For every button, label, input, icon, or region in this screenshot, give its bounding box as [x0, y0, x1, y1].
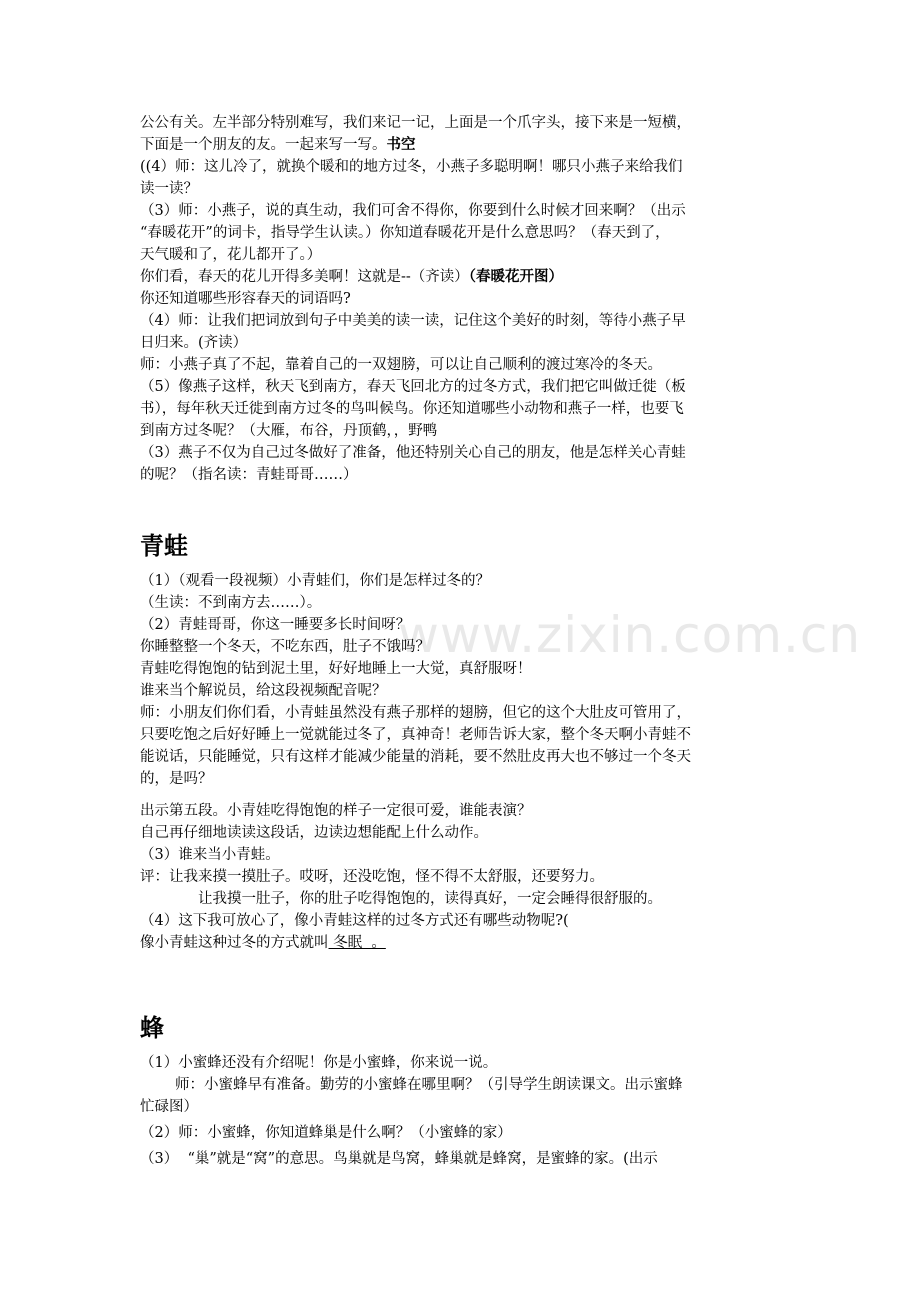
- text-line: 你们看，春天的花儿开得多美啊！这就是--（齐读）（春暖花开图）: [140, 269, 564, 285]
- text-line: 忙碌图）: [140, 1099, 198, 1115]
- text-line: 像小青蛙这种过冬的方式就叫 冬眠 。: [140, 935, 386, 951]
- text-line: 的呢？（指名读：青蛙哥哥……）: [140, 467, 358, 483]
- text-line: （1）小蜜蜂还没有介绍呢！你是小蜜蜂，你来说一说。: [140, 1055, 498, 1071]
- section-heading-frog: 青蛙: [140, 532, 188, 560]
- text-line: ((4）师：这儿冷了，就换个暖和的地方过冬，小燕子多聪明啊！哪只小燕子来给我们: [140, 159, 683, 175]
- text-line: （2）青蛙哥哥，你这一睡要多长时间呀？: [140, 617, 411, 633]
- text-line: 你睡整整一个冬天，不吃东西，肚子不饿吗？: [140, 639, 430, 655]
- text-line: 的，是吗？: [140, 771, 213, 787]
- text-line: （3）燕子不仅为自己过冬做好了准备，他还特别关心自己的朋友，他是怎样关心青蛙: [140, 445, 686, 461]
- text-line: 能说话，只能睡觉，只有这样才能减少能量的消耗，要不然肚皮再大也不够过一个冬天: [140, 749, 691, 765]
- text-line: 让我摸一肚子，你的肚子吃得饱饱的，读得真好，一定会睡得很舒服的。: [198, 891, 662, 907]
- underlined-answer: 冬眠 。: [328, 935, 386, 951]
- text-line: （5）像燕子这样，秋天飞到南方，春天飞回北方的过冬方式，我们把它叫做迁徙（板: [140, 379, 686, 395]
- text-line: “春暖花开”的词卡，指导学生认读。）你知道春暖花开是什么意思吗？（春天到了，: [140, 225, 670, 241]
- text-line: 只要吃饱之后好好睡上一觉就能过冬了，真神奇！老师告诉大家，整个冬天啊小青蛙不: [140, 727, 691, 743]
- text-line: （4）师：让我们把词放到句子中美美的读一读，记住这个美好的时刻，等待小燕子早: [140, 313, 686, 329]
- text-line: 青蛙吃得饱饱的钻到泥土里，好好地睡上一大觉，真舒服呀！: [140, 661, 532, 677]
- text-line: 你还知道哪些形容春天的词语吗?: [140, 291, 351, 307]
- text-line: 到南方过冬呢？（大雁，布谷，丹顶鹤，，野鸭: [140, 423, 438, 439]
- text-line: （2）师：小蜜蜂，你知道蜂巢是什么啊？（小蜜蜂的家）: [140, 1125, 512, 1141]
- text-line: 师：小燕子真了不起，靠着自己的一双翅膀，可以让自己顺利的渡过寒冷的冬天。: [140, 357, 662, 373]
- text-line: 公公有关。左半部分特别难写，我们来记一记，上面是一个爪字头，接下来是一短横，: [140, 115, 691, 131]
- text-line: 评：让我来摸一摸肚子。哎呀，还没吃饱，怪不得不太舒服，还要努力。: [140, 869, 604, 885]
- text-line: 读一读？: [140, 181, 198, 197]
- section-heading-bee: 蜂: [140, 1014, 164, 1042]
- text-line: 日归来。(齐读）: [140, 335, 248, 351]
- text-line: （3） “巢”就是“窝”的意思。鸟巢就是鸟窝，蜂巢就是蜂窝，是蜜蜂的家。(出示: [140, 1151, 658, 1167]
- text-line: 师：小蜜蜂早有准备。勤劳的小蜜蜂在哪里啊？（引导学生朗读课文。出示蜜蜂: [175, 1077, 683, 1093]
- text-line: （生读：不到南方去……）。: [140, 595, 322, 611]
- text-line: 书），每年秋天迁徙到南方过冬的鸟叫候鸟。你还知道哪些小动物和燕子一样，也要飞: [140, 401, 684, 417]
- bold-keyword: 书空: [386, 137, 416, 153]
- text-line: 下面是一个朋友的友。一起来写一写。书空: [140, 137, 416, 153]
- text-line: 师：小朋友们你们看，小青蛙虽然没有燕子那样的翅膀，但它的这个大肚皮可管用了，: [140, 705, 691, 721]
- text-line: （1）（观看一段视频）小青蛙们，你们是怎样过冬的？: [140, 573, 490, 589]
- text-line: （3）师：小燕子，说的真生动，我们可舍不得你，你要到什么时候才回来啊？（出示: [140, 203, 686, 219]
- text-line: 出示第五段。小青娃吃得饱饱的样子一定很可爱，谁能表演？: [140, 803, 532, 819]
- text-line: 自己再仔细地读读这段话，边读边想能配上什么动作。: [140, 825, 488, 841]
- bold-keyword: （春暖花开图）: [468, 269, 564, 285]
- text-line: （3）谁来当小青蛙。: [140, 847, 280, 863]
- watermark: www.zixin.com.cn: [398, 606, 862, 664]
- text-line: 谁来当个解说员，给这段视频配音呢？: [140, 683, 387, 699]
- text-line: （4）这下我可放心了，像小青蛙这样的过冬方式还有哪些动物呢?(: [140, 913, 569, 929]
- text-line: 天气暖和了，花儿都开了。）: [140, 247, 322, 263]
